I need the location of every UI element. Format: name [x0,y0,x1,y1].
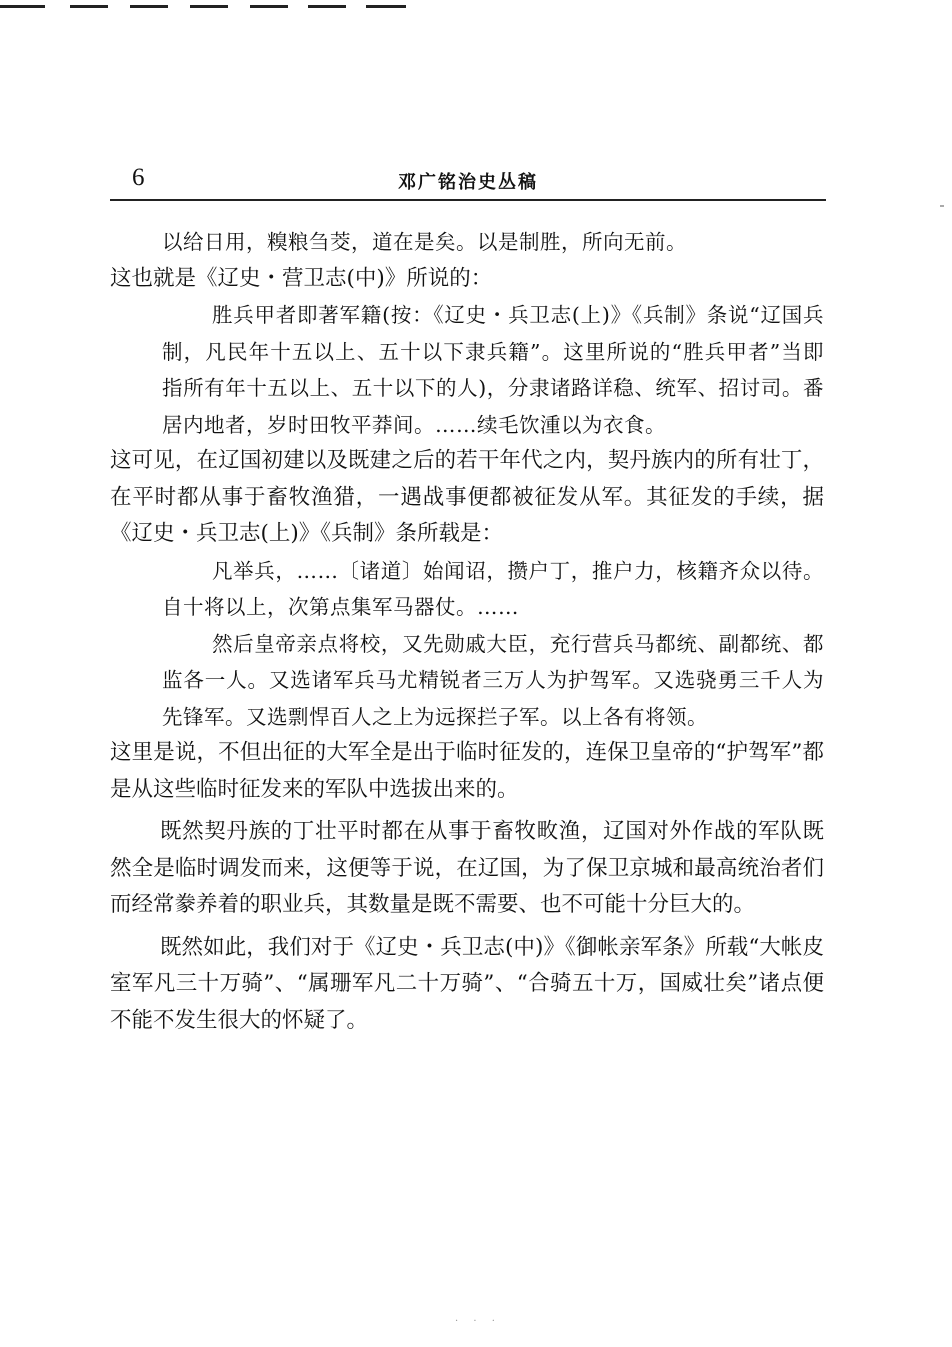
paragraph: 这可见，在辽国初建以及既建之后的若干年代之内，契丹族内的所有壮丁，在平时都从事于畜牧渔猎，一遇战事便都被征发从军。其征发的手续，据《辽史・兵卫志(上)》《兵制》条所载是： [110,448,824,546]
page-header [110,160,826,196]
header-rule [110,199,826,201]
block-quote: 以给日用，糗粮刍茭，道在是矣。以是制胜，所向无前。 [162,230,687,254]
page-number: 6 [132,164,145,191]
block-quote: 凡举兵，……〔诸道〕始闻诏，攒户丁，推户力，核籍齐众以待。自十将以上，次第点集军马器仗。…… [162,558,824,619]
paragraph: 这也就是《辽史・营卫志(中)》所说的： [110,265,493,291]
block-quote: 然后皇帝亲点将校，又先勋戚大臣，充行营兵马都统、副都统、都监各一人。又选诸军兵马尤精锐者三万人为护驾军。又选骁勇三千人为先锋军。又选剽悍百人之上为远探拦子军。以上各有将领。 [162,631,824,729]
block-quote: 胜兵甲者即著军籍(按：《辽史・兵卫志(上)》《兵制》条说“辽国兵制，凡民年十五以上、五十以下隶兵籍”。这里所说的“胜兵甲者”当即指所有年十五以上、五十以下的人)，分隶诸路详稳、统军、招讨司。番居内地者，岁时田牧平莽间。……续毛饮湩以为衣食。 [162,303,824,437]
paragraph: 既然如此，我们对于《辽史・兵卫志(中)》《御帐亲军条》所载“大帐皮室军凡三十万骑”、“属珊军凡二十万骑”、“合骑五十万，国威壮矣”诸点便不能不发生很大的怀疑了。 [110,934,824,1033]
scan-specks: · · · [455,1316,501,1327]
page-body [110,224,824,1039]
paragraph: 这里是说，不但出征的大军全是出于临时征发的，连保卫皇帝的“护驾军”都是从这些临时征发来的军队中选拔出来的。 [110,740,824,802]
top-scan-dashes [0,0,420,14]
paragraph: 既然契丹族的丁壮平时都在从事于畜牧畋渔，辽国对外作战的军队既然全是临时调发而来，这便等于说，在辽国，为了保卫京城和最高统治者们而经常豢养着的职业兵，其数量是既不需要、也不可能十分巨大的。 [110,819,824,917]
running-title: 邓广铭治史丛稿 [398,172,538,193]
edge-mark [940,205,944,207]
